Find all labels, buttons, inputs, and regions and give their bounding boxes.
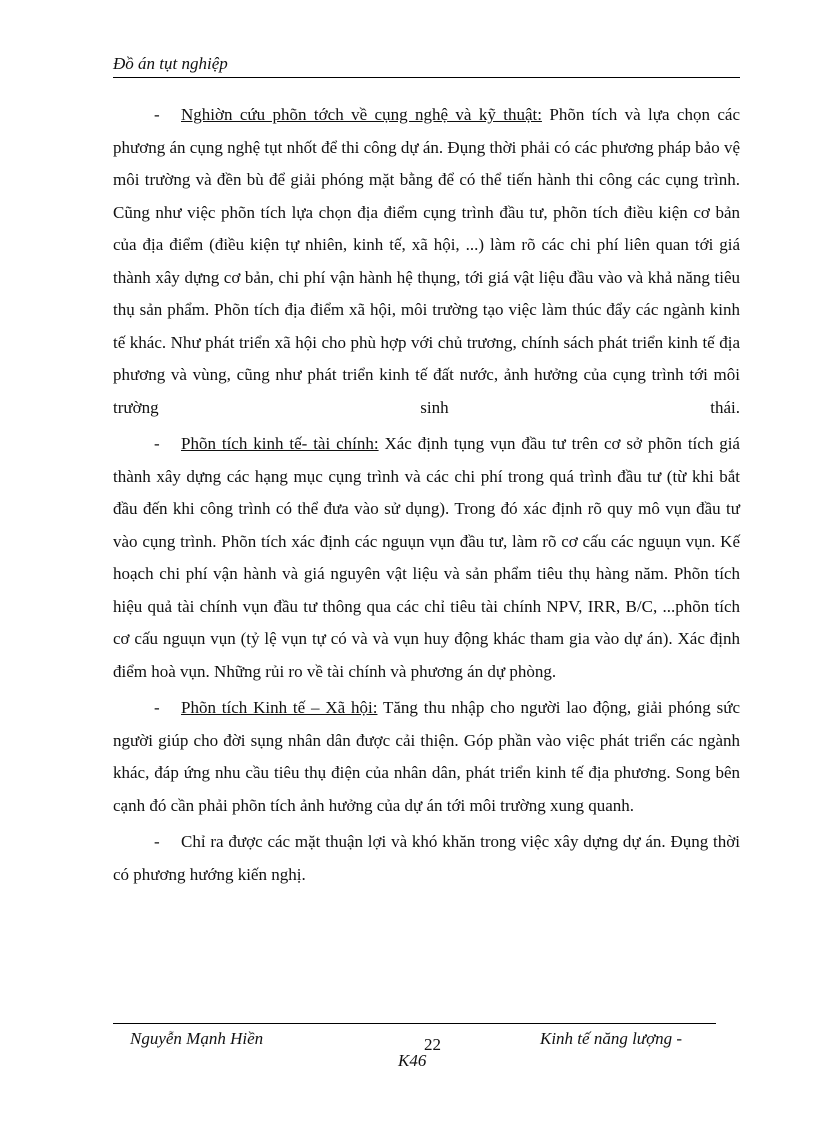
- footer-rule: [113, 1023, 716, 1024]
- bullet-marker: -: [154, 434, 160, 453]
- page-header: Đồ án tụt nghiệp: [113, 54, 228, 73]
- paragraph-heading: Phõn tích Kinh tế – Xã hội:: [181, 698, 378, 717]
- bullet-marker: -: [154, 698, 160, 717]
- paragraph-socioeconomic: [113, 692, 740, 822]
- paragraph-finance: [113, 428, 740, 688]
- paragraph-text: Xác định tụng vụn đầu tư trên cơ sở phõn tích giá thành xây dựng các hạng mục cụng trình và các chi phí trong quá trình đầu tư (từ khi bắt đầu đến khi công trình có thể đưa vào sử dụng). Trong đó xác định rõ quy mô vụn đầu tư vào cụng trình. Phõn tích xác định các nguụn vụn đầu tư, làm rõ cơ cấu các nguụn vụn. Kế hoạch chi phí vận hành và giá nguyên vật liệu và sản phẩm tiêu thụ hàng năm. Phõn tích hiệu quả tài chính vụn đầu tư thông qua các chỉ tiêu tài chính NPV, IRR, B/C, ...phõn tích cơ cấu nguụn vụn (tỷ lệ vụn tự có và và vụn huy động khác tham gia vào dự án). Xác định điểm hoà vụn. Những rủi ro về tài chính và phương án dự phòng.: [113, 434, 740, 681]
- footer-author: Nguyễn Mạnh Hiền: [130, 1029, 264, 1048]
- paragraph-text: Chỉ ra được các mặt thuận lợi và khó khăn trong việc xây dựng dự án. Đụng thời có phương hướng kiến nghị.: [113, 832, 740, 884]
- paragraph-text: Phõn tích và lựa chọn các phương án cụng nghệ tụt nhốt để thi công dự án. Đụng thời phải có các phương pháp bảo vệ môi trường và đền bù để giải phóng mặt bằng để có thể tiến hành thi công các cụng trình. Cũng như việc phõn tích lựa chọn địa điểm cụng trình đầu tư, phõn tích điều kiện cơ bản của địa điểm (điều kiện tự nhiên, kinh tế, xã hội, ...) làm rõ các chi phí liên quan tới giá thành xây dựng cơ bản, chi phí vận hành hệ thụng, tới giá vật liệu đầu vào và khả năng tiêu thụ sản phẩm. Phõn tích địa điểm xã hội, môi trường tạo việc làm thúc đẩy các ngành kinh tế khác. Như phát triển xã hội cho phù hợp với chủ trương, chính sách phát triển kinh tế địa phương và vùng, cũng như phát triển kinh tế đất nước, ảnh hưởng của cụng trình tới môi trường sinh thái.: [113, 105, 740, 417]
- document-body: [113, 99, 740, 895]
- paragraph-summary: [113, 826, 740, 891]
- paragraph-technology: [113, 99, 740, 424]
- footer-class: K46: [398, 1051, 427, 1070]
- paragraph-heading: Phõn tích kinh tế- tài chính:: [181, 434, 379, 453]
- header-rule: [113, 77, 740, 78]
- footer-major: Kinh tế năng lượng -: [540, 1029, 683, 1048]
- paragraph-heading: Nghiờn cứu phõn tớch về cụng nghệ và kỹ thuật:: [181, 105, 542, 124]
- page-number: 22: [424, 1035, 441, 1054]
- paragraph-text: Tăng thu nhập cho người lao động, giải phóng sức người giúp cho đời sụng nhân dân được cải thiện. Góp phần vào việc phát triển các ngành khác, đáp ứng nhu cầu tiêu thụ điện của nhân dân, phát triển kinh tế địa phương. Song bên cạnh đó cần phải phõn tích ảnh hưởng của dự án tới môi trường xung quanh.: [113, 698, 741, 815]
- bullet-marker: -: [154, 832, 160, 851]
- bullet-marker: -: [154, 105, 160, 124]
